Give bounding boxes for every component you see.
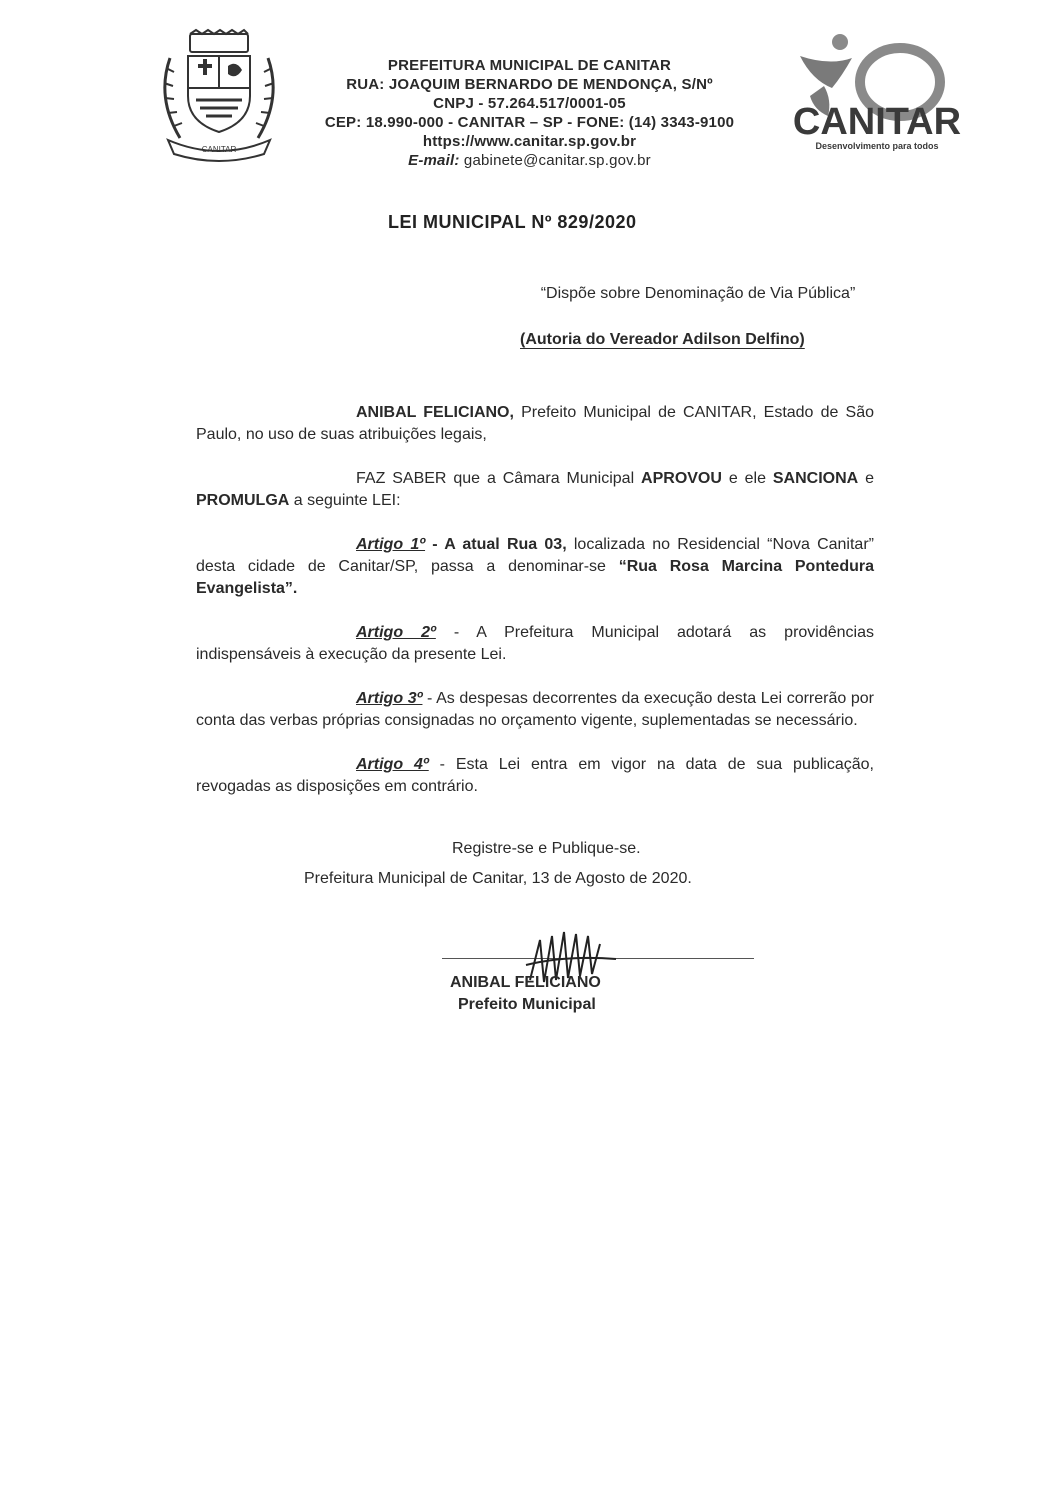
article-1: Artigo 1º - A atual Rua 03, localizada no Residencial “Nova Canitar” desta cidade de Canitar/SP, passa a denominar-se “Rua Rosa Marcina Pontedura Evangelista”.: [196, 536, 874, 597]
law-summary: “Dispõe sobre Denominação de Via Pública”: [540, 285, 856, 302]
law-authorship: (Autoria do Vereador Adilson Delfino): [520, 331, 805, 348]
article-4-label: Artigo 4º: [356, 756, 429, 773]
letterhead: [292, 56, 767, 170]
letterhead-cnpj: CNPJ - 57.264.517/0001-05: [433, 95, 626, 112]
new-street-name: “Rua Rosa Marcina Pontedura Evangelista”.: [196, 558, 874, 597]
mayor-name: ANIBAL FELICIANO,: [356, 404, 514, 421]
letterhead-cep-phone: CEP: 18.990-000 - CANITAR – SP - FONE: (14) 3343-9100: [324, 114, 735, 131]
article-3: Artigo 3º - As despesas decorrentes da execução desta Lei correrão por conta das verbas próprias consignadas no orçamento vigente, suplementadas se necessário.: [196, 690, 874, 729]
promulgation-paragraph: FAZ SABER que a Câmara Municipal APROVOU e ele SANCIONA e PROMULGA a seguinte LEI:: [196, 470, 875, 509]
preamble-paragraph: ANIBAL FELICIANO, Prefeito Municipal de CANITAR, Estado de São Paulo, no uso de suas atribuições legais,: [196, 404, 874, 443]
closing-place-date: Prefeitura Municipal de Canitar, 13 de Agosto de 2020.: [304, 870, 692, 887]
article-2: Artigo 2º - A Prefeitura Municipal adotará as providências indispensáveis à execução da presente Lei.: [196, 624, 874, 663]
letterhead-address: RUA: JOAQUIM BERNARDO DE MENDONÇA, S/Nº: [346, 76, 713, 93]
svg-text:CANITAR: CANITAR: [201, 145, 237, 154]
signatory-name: ANIBAL FELICIANO: [450, 974, 601, 991]
email-address: gabinete@canitar.sp.gov.br: [463, 152, 651, 169]
email-label: E-mail:: [408, 152, 460, 169]
article-4: Artigo 4º - Esta Lei entra em vigor na data de sua publicação, revogadas as disposições em contrário.: [196, 756, 874, 795]
law-title: LEI MUNICIPAL Nº 829/2020: [388, 212, 637, 232]
letterhead-institution: PREFEITURA MUNICIPAL DE CANITAR: [387, 57, 672, 74]
svg-text:CANITAR: CANITAR: [792, 101, 962, 143]
letterhead-website: https://www.canitar.sp.gov.br: [422, 133, 637, 150]
article-3-label: Artigo 3º: [356, 690, 423, 707]
article-2-label: Artigo 2º: [356, 624, 436, 641]
law-body: [196, 402, 874, 820]
municipal-crest-icon: [150, 28, 288, 163]
signatory-role: Prefeito Municipal: [458, 996, 596, 1013]
letterhead-email: [292, 151, 767, 170]
closing-register: Registre-se e Publique-se.: [452, 840, 641, 857]
svg-text:Desenvolvimento para todos: Desenvolvimento para todos: [815, 141, 939, 151]
canitar-logo-icon: [782, 30, 972, 155]
article-1-label: Artigo 1º: [356, 536, 426, 553]
